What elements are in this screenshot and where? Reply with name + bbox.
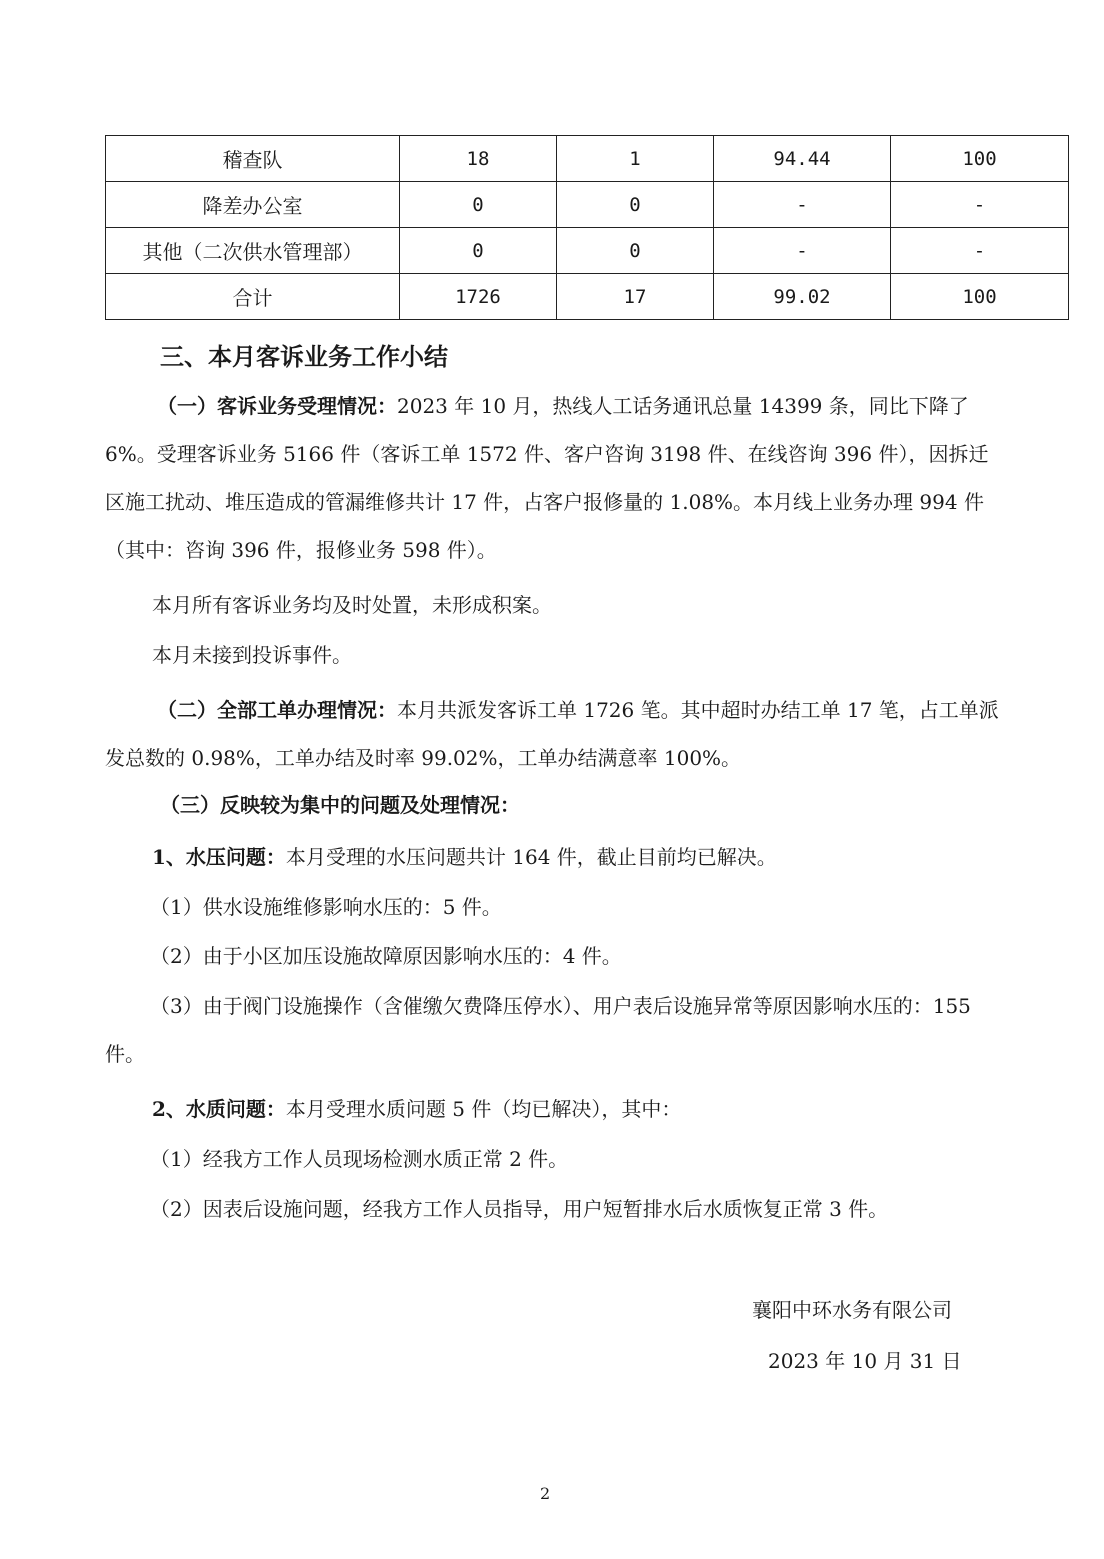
paragraph-lead: （二）全部工单办理情况： [157, 698, 397, 722]
list-item: （1）经我方工作人员现场检测水质正常 2 件。 [150, 1147, 569, 1171]
paragraph-water-pressure [152, 842, 777, 872]
table-cell: - [714, 228, 891, 274]
paragraph-complaint-intake [105, 382, 1005, 574]
table-row [106, 136, 1069, 182]
table-cell: 0 [557, 182, 714, 228]
paragraph-lead: （一）客诉业务受理情况： [157, 394, 397, 418]
table-cell: 100 [891, 274, 1069, 320]
paragraph-text: 本月共派发客诉工单 1726 笔。其中超时办结工单 17 笔，占工单派发总数的 0.98%，工单办结及时率 99.02%，工单办结满意率 100%。 [105, 698, 999, 770]
section-title: 三、本月客诉业务工作小结 [160, 343, 448, 371]
table-cell: 18 [400, 136, 557, 182]
table-cell: 1 [557, 136, 714, 182]
paragraph-work-orders [105, 686, 1005, 782]
table-cell: 其他（二次供水管理部） [106, 228, 400, 274]
paragraph-lead: 2、水质问题： [152, 1097, 286, 1121]
table-cell: 0 [400, 182, 557, 228]
paragraph-text: 本月受理水质问题 5 件（均已解决），其中： [285, 1097, 682, 1121]
table-cell: 17 [557, 274, 714, 320]
paragraph-water-quality [152, 1094, 681, 1124]
list-item: （2）因表后设施问题，经我方工作人员指导，用户短暂排水后水质恢复正常 3 件。 [150, 1197, 889, 1221]
table-row [106, 274, 1069, 320]
signature-company: 襄阳中环水务有限公司 [752, 1298, 952, 1322]
table-cell: 0 [557, 228, 714, 274]
table-cell: 100 [891, 136, 1069, 182]
issues-heading: （三）反映较为集中的问题及处理情况： [160, 793, 520, 817]
table-cell: - [891, 228, 1069, 274]
table-cell: 降差办公室 [106, 182, 400, 228]
paragraph-text: 2023 年 10 月，热线人工话务通讯总量 14399 条，同比下降了 6%。受理客诉业务 5166 件（客诉工单 1572 件、客户咨询 3198 件、在线咨询 396 件），因拆迁区施工扰动、堆压造成的管漏维修共计 17 件，占客户报修量的 1.08%。本月线上业务办理 994 件（其中：咨询 396 件，报修业务 598 件）。 [105, 394, 989, 562]
signature-date: 2023 年 10 月 31 日 [768, 1349, 962, 1373]
paragraph-no-complaints: 本月未接到投诉事件。 [152, 643, 352, 667]
paragraph-lead: 1、水压问题： [152, 845, 286, 869]
list-item: （2）由于小区加压设施故障原因影响水压的：4 件。 [150, 944, 622, 968]
table-cell: 94.44 [714, 136, 891, 182]
list-item: （1）供水设施维修影响水压的：5 件。 [150, 895, 502, 919]
table-row [106, 228, 1069, 274]
list-item: （3）由于阀门设施操作（含催缴欠费降压停水）、用户表后设施异常等原因影响水压的：155 件。 [105, 994, 971, 1066]
page-number: 2 [540, 1484, 551, 1503]
paragraph-issues-heading [160, 790, 520, 820]
table-cell: - [714, 182, 891, 228]
table-cell: 1726 [400, 274, 557, 320]
stats-table [105, 135, 1069, 320]
paragraph-no-backlog: 本月所有客诉业务均及时处置，未形成积案。 [152, 593, 552, 617]
table-cell: 0 [400, 228, 557, 274]
table-cell: 稽查队 [106, 136, 400, 182]
paragraph-text: 本月受理的水压问题共计 164 件，截止目前均已解决。 [285, 845, 777, 869]
table-row [106, 182, 1069, 228]
table-cell: - [891, 182, 1069, 228]
table-cell: 99.02 [714, 274, 891, 320]
table-cell: 合计 [106, 274, 400, 320]
